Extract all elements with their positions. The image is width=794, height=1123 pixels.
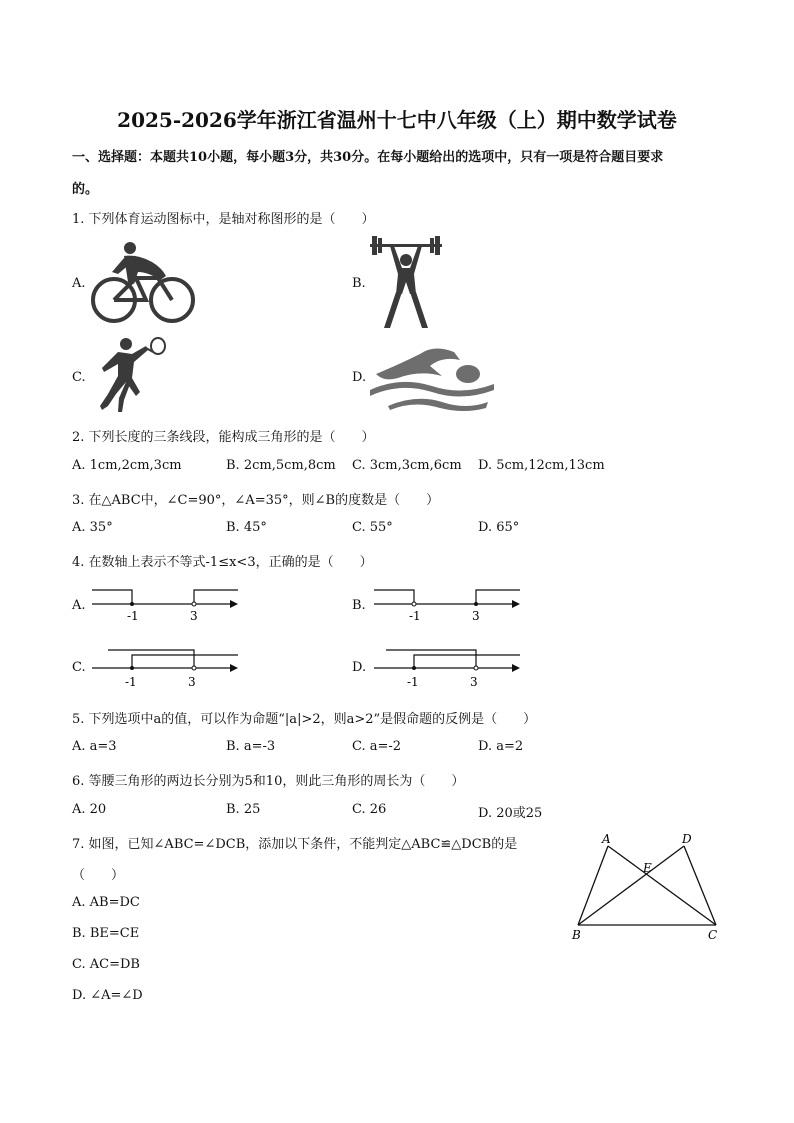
q2-option-b: B. 2cm,5cm,8cm	[226, 458, 336, 473]
q4-option-a-label: A.	[72, 598, 86, 613]
q6-option-a: A. 20	[72, 802, 107, 817]
tick-label: 3	[472, 609, 480, 623]
tick-label: -1	[409, 609, 421, 623]
point-label-e: E	[643, 861, 652, 875]
tick-label: 3	[470, 675, 478, 689]
q7-option-c: C. AC=DB	[72, 957, 140, 972]
q3-option-c: C. 55°	[352, 520, 393, 535]
q4-option-c-label: C.	[72, 660, 86, 675]
page-title: 2025-2026学年浙江省温州十七中八年级（上）期中数学试卷	[117, 108, 677, 132]
tick-label: -1	[407, 675, 419, 689]
number-line-a	[90, 586, 240, 628]
point-label-b: B	[572, 928, 581, 942]
q6-option-b: B. 25	[226, 802, 261, 817]
q7-option-b: B. BE=CE	[72, 926, 140, 941]
point-label-c: C	[708, 928, 718, 942]
q1-option-c-label: C.	[72, 370, 86, 385]
q1-option-b-label: B.	[352, 276, 366, 291]
q4-option-b-label: B.	[352, 598, 366, 613]
q7-answer-paren: （ ）	[72, 868, 125, 883]
section-heading: 一、选择题：本题共10小题，每小题3分，共30分。在每小题给出的选项中，只有一项是符合题目要求	[72, 150, 664, 165]
tick-label: -1	[127, 609, 139, 623]
number-line-d	[372, 646, 522, 692]
q7-option-a: A. AB=DC	[72, 895, 140, 910]
number-line-c	[90, 646, 240, 692]
q3-option-b: B. 45°	[226, 520, 267, 535]
point-label-a: A	[602, 832, 611, 846]
q7-stem: 7. 如图，已知∠ABC=∠DCB，添加以下条件，不能判定△ABC≌△DCB的是	[72, 837, 518, 852]
q4-stem: 4. 在数轴上表示不等式-1≤x<3，正确的是（ ）	[72, 555, 373, 570]
q2-option-d: D. 5cm,12cm,13cm	[478, 458, 605, 473]
q6-option-c: C. 26	[352, 802, 387, 817]
q4-option-d-label: D.	[352, 660, 367, 675]
q1-option-a-label: A.	[72, 276, 86, 291]
q1-stem: 1. 下列体育运动图标中，是轴对称图形的是（ ）	[72, 212, 375, 227]
number-line-b	[372, 586, 522, 628]
q5-stem: 5. 下列选项中a的值，可以作为命题“|a|>2，则a>2”是假命题的反例是（ ）	[72, 712, 537, 727]
badminton-icon	[88, 336, 168, 414]
q6-option-d: D. 20或25	[478, 806, 543, 821]
swimming-icon	[370, 340, 494, 412]
q5-option-d: D. a=2	[478, 739, 524, 754]
q3-option-d: D. 65°	[478, 520, 520, 535]
q3-stem: 3. 在△ABC中，∠C=90°，∠A=35°，则∠B的度数是（ ）	[72, 493, 440, 508]
point-label-d: D	[682, 832, 692, 846]
tick-label: 3	[190, 609, 198, 623]
q2-stem: 2. 下列长度的三条线段，能构成三角形的是（ ）	[72, 430, 375, 445]
q2-option-a: A. 1cm,2cm,3cm	[72, 458, 182, 473]
q1-option-d-label: D.	[352, 370, 367, 385]
section-heading-cont: 的。	[72, 182, 99, 197]
q6-stem: 6. 等腰三角形的两边长分别为5和10，则此三角形的周长为（ ）	[72, 774, 465, 789]
q5-option-b: B. a=-3	[226, 739, 276, 754]
q2-option-c: C. 3cm,3cm,6cm	[352, 458, 462, 473]
q7-option-d: D. ∠A=∠D	[72, 988, 143, 1003]
tick-label: 3	[188, 675, 196, 689]
q5-option-c: C. a=-2	[352, 739, 402, 754]
triangle-figure	[566, 830, 728, 946]
tick-label: -1	[125, 675, 137, 689]
cycling-icon	[88, 238, 198, 326]
q3-option-a: A. 35°	[72, 520, 113, 535]
q5-option-a: A. a=3	[72, 739, 117, 754]
weightlifting-icon	[368, 234, 444, 330]
